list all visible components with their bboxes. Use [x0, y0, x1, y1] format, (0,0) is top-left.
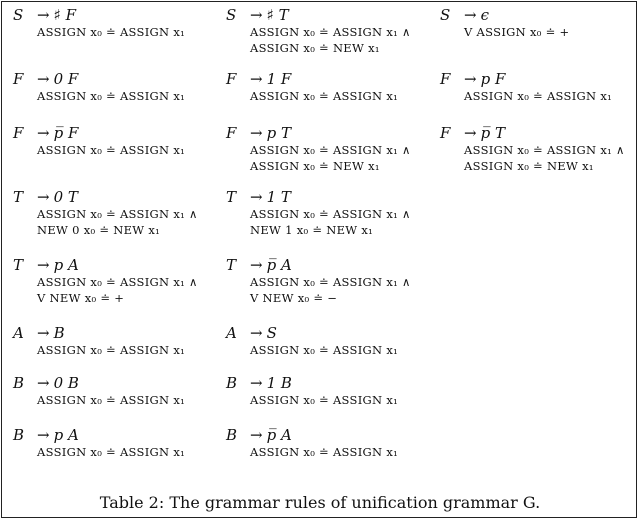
rule-production — [226, 324, 431, 342]
rule-rhs: 0 T — [53, 188, 78, 206]
rule-equation: ASSIGN x₀ ≐ ASSIGN x₁ ∧ — [37, 275, 198, 289]
rule-lhs: T — [13, 256, 24, 274]
rule-rhs: 1 F — [266, 70, 292, 88]
rule-equation: ASSIGN x₀ ≐ NEW x₁ — [464, 159, 594, 173]
rule-production — [226, 426, 431, 444]
rule-equation: V ASSIGN x₀ ≐ + — [464, 25, 570, 39]
rule-lhs: F — [226, 124, 237, 142]
rule-equation: ASSIGN x₀ ≐ ASSIGN x₁ — [250, 393, 399, 407]
rule-equation: ASSIGN x₀ ≐ ASSIGN x₁ — [37, 143, 186, 157]
rule-equation: ASSIGN x₀ ≐ ASSIGN x₁ — [250, 445, 399, 459]
arrow-icon: → — [37, 426, 50, 444]
rule-rhs: ♯ T — [266, 6, 289, 24]
rule-rhs: B — [53, 324, 65, 342]
arrow-icon: → — [37, 188, 50, 206]
rule-lhs: T — [226, 188, 237, 206]
arrow-icon: → — [250, 324, 263, 342]
rule-lhs: F — [13, 124, 24, 142]
grammar-rule — [440, 70, 640, 104]
arrow-icon: → — [250, 124, 263, 142]
grammar-rule — [13, 374, 218, 408]
arrow-icon: → — [37, 70, 50, 88]
grammar-rule — [13, 124, 218, 158]
rule-equation: ASSIGN x₀ ≐ ASSIGN x₁ ∧ — [37, 207, 198, 221]
rule-lhs: S — [226, 6, 237, 24]
rule-production — [13, 374, 218, 392]
rule-production — [13, 124, 218, 142]
rule-production — [13, 324, 218, 342]
arrow-icon: → — [37, 324, 50, 342]
rule-rhs: p F — [480, 70, 506, 88]
grammar-rule — [440, 6, 640, 40]
grammar-rule — [226, 426, 431, 460]
rule-rhs: 0 B — [53, 374, 79, 392]
rule-rhs: 0 F — [53, 70, 79, 88]
rule-rhs: p T — [266, 124, 291, 142]
rule-production — [226, 374, 431, 392]
rule-rhs: p̅ A — [266, 256, 292, 274]
rule-equation: ASSIGN x₀ ≐ ASSIGN x₁ — [250, 89, 399, 103]
rule-equation: ASSIGN x₀ ≐ ASSIGN x₁ — [250, 343, 399, 357]
rule-lhs: F — [13, 70, 24, 88]
rule-lhs: F — [440, 70, 451, 88]
arrow-icon: → — [37, 6, 50, 24]
rule-rhs: p̅ F — [53, 124, 79, 142]
rule-equation: ASSIGN x₀ ≐ ASSIGN x₁ ∧ — [250, 25, 411, 39]
rule-equation: ASSIGN x₀ ≐ ASSIGN x₁ — [37, 89, 186, 103]
rule-equation: ASSIGN x₀ ≐ NEW x₁ — [250, 159, 380, 173]
grammar-rule — [13, 6, 218, 40]
rule-rhs: p A — [53, 426, 79, 444]
arrow-icon: → — [250, 426, 263, 444]
rule-lhs: B — [226, 426, 238, 444]
arrow-icon: → — [37, 124, 50, 142]
rule-production — [226, 256, 431, 274]
arrow-icon: → — [464, 124, 477, 142]
grammar-rule — [13, 256, 218, 306]
rule-rhs: p̅ A — [266, 426, 292, 444]
rule-production — [13, 70, 218, 88]
rule-equation: NEW 0 x₀ ≐ NEW x₁ — [37, 223, 161, 237]
rule-production — [226, 188, 431, 206]
grammar-rule — [13, 324, 218, 358]
grammar-rule — [13, 426, 218, 460]
rule-equation: ASSIGN x₀ ≐ ASSIGN x₁ ∧ — [250, 275, 411, 289]
rule-lhs: B — [13, 374, 25, 392]
rule-production — [13, 188, 218, 206]
rule-equation: ASSIGN x₀ ≐ ASSIGN x₁ — [37, 25, 186, 39]
grammar-rule — [226, 374, 431, 408]
rule-production — [226, 124, 431, 142]
rule-production — [13, 256, 218, 274]
rule-lhs: F — [226, 70, 237, 88]
rule-rhs: 1 B — [266, 374, 292, 392]
rule-production — [440, 70, 640, 88]
rule-production — [226, 6, 431, 24]
arrow-icon: → — [37, 374, 50, 392]
rule-rhs: S — [266, 324, 277, 342]
rule-production — [440, 6, 640, 24]
rule-production — [226, 70, 431, 88]
rule-equation: ASSIGN x₀ ≐ ASSIGN x₁ ∧ — [250, 207, 411, 221]
rule-equation: NEW 1 x₀ ≐ NEW x₁ — [250, 223, 374, 237]
rule-lhs: S — [440, 6, 451, 24]
rule-equation: V NEW x₀ ≐ + — [37, 291, 125, 305]
rule-lhs: B — [13, 426, 25, 444]
grammar-rule — [226, 6, 431, 56]
rule-lhs: A — [226, 324, 237, 342]
rule-equation: ASSIGN x₀ ≐ ASSIGN x₁ — [37, 343, 186, 357]
table-caption: Table 2: The grammar rules of unification grammar G. — [99, 493, 541, 512]
grammar-rule — [13, 70, 218, 104]
grammar-rule — [226, 324, 431, 358]
arrow-icon: → — [464, 6, 477, 24]
grammar-rule — [440, 124, 640, 174]
grammar-rule — [226, 188, 431, 238]
rule-rhs: ϵ — [480, 6, 489, 24]
rule-equation: ASSIGN x₀ ≐ ASSIGN x₁ ∧ — [250, 143, 411, 157]
rule-production — [13, 426, 218, 444]
arrow-icon: → — [250, 70, 263, 88]
rule-equation: ASSIGN x₀ ≐ ASSIGN x₁ — [37, 445, 186, 459]
grammar-rule — [226, 124, 431, 174]
rule-lhs: B — [226, 374, 238, 392]
arrow-icon: → — [250, 374, 263, 392]
grammar-rule — [226, 256, 431, 306]
rule-lhs: T — [226, 256, 237, 274]
rule-equation: ASSIGN x₀ ≐ ASSIGN x₁ — [37, 393, 186, 407]
rule-production — [440, 124, 640, 142]
rule-equation: ASSIGN x₀ ≐ NEW x₁ — [250, 41, 380, 55]
rule-rhs: 1 T — [266, 188, 291, 206]
arrow-icon: → — [250, 6, 263, 24]
rule-equation: ASSIGN x₀ ≐ ASSIGN x₁ — [464, 89, 613, 103]
grammar-rule — [226, 70, 431, 104]
rule-lhs: F — [440, 124, 451, 142]
rule-lhs: T — [13, 188, 24, 206]
arrow-icon: → — [37, 256, 50, 274]
rule-equation: V NEW x₀ ≐ − — [250, 291, 338, 305]
rule-equation: ASSIGN x₀ ≐ ASSIGN x₁ ∧ — [464, 143, 625, 157]
rule-lhs: A — [13, 324, 24, 342]
grammar-rule — [13, 188, 218, 238]
rule-rhs: ♯ F — [53, 6, 77, 24]
rule-rhs: p A — [53, 256, 79, 274]
rule-rhs: p̅ T — [480, 124, 505, 142]
arrow-icon: → — [250, 188, 263, 206]
rule-lhs: S — [13, 6, 24, 24]
arrow-icon: → — [464, 70, 477, 88]
rule-production — [13, 6, 218, 24]
arrow-icon: → — [250, 256, 263, 274]
